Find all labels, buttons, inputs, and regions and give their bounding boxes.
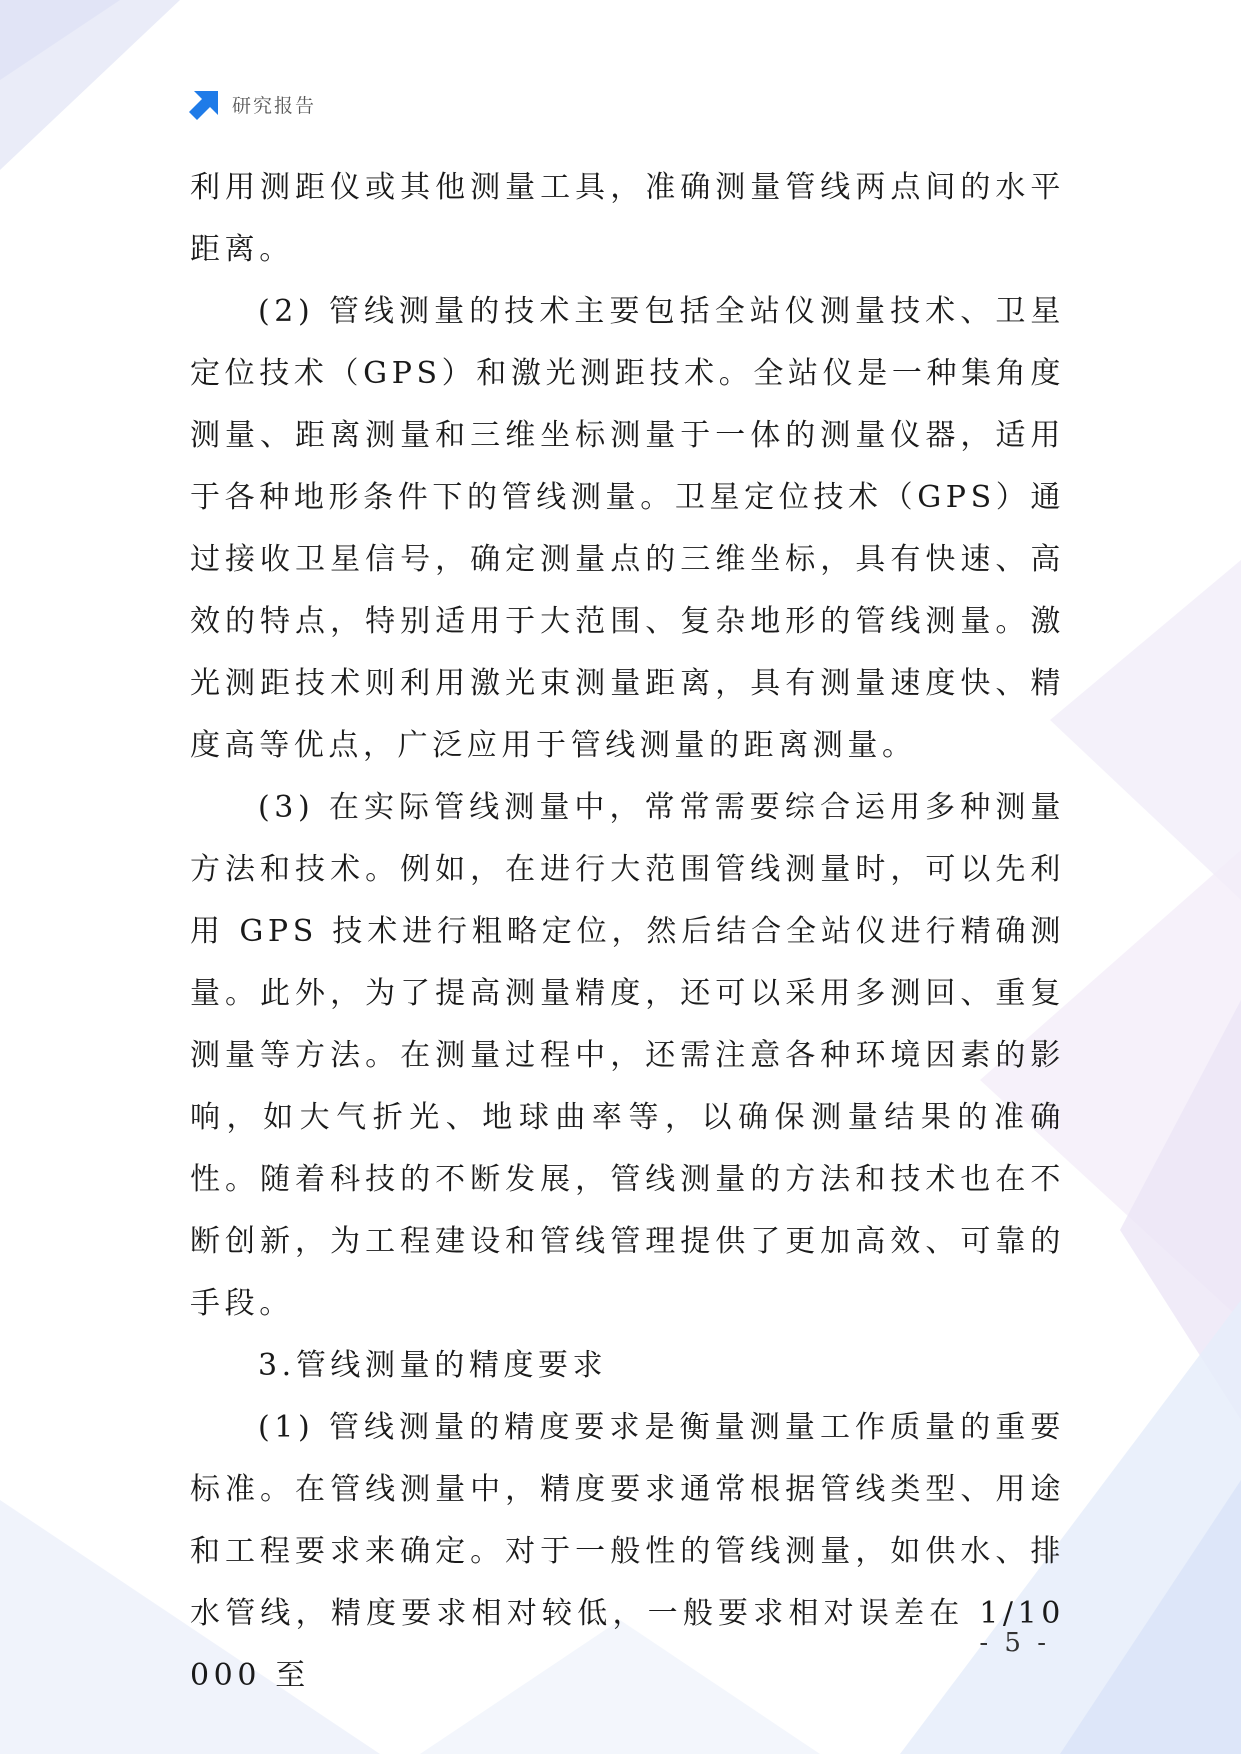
paragraph-2: (2) 管线测量的技术主要包括全站仪测量技术、卫星定位技术（GPS）和激光测距技术。全站仪是一种集角度测量、距离测量和三维坐标测量于一体的测量仪器，适用于各种地形条件下的管线测量。卫星定位技术（GPS）通过接收卫星信号，确定测量点的三维坐标，具有快速、高效的特点，特别适用于大范围、复杂地形的管线测量。激光测距技术则利用激光束测量距离，具有测量速度快、精度高等优点，广泛应用于管线测量的距离测量。 [190,294,1065,763]
paragraph-1: (1) 管线测量的精度要求是衡量测量工作质量的重要标准。在管线测量中，精度要求通常根据管线类型、用途和工程要求来确定。对于一般性的管线测量，如供水、排水管线，精度要求相对较低，一般要求相对误差在 1/10000 至 [190,1410,1065,1693]
section-heading: 3.管线测量的精度要求 [258,1348,608,1383]
arrow-up-right-icon [188,87,222,121]
paragraph-continued: 利用测距仪或其他测量工具，准确测量管线两点间的水平距离。 [190,170,1065,267]
page-header [188,88,316,120]
paragraph-3: (3) 在实际管线测量中，常常需要综合运用多种测量方法和技术。例如，在进行大范围管线测量时，可以先利用 GPS 技术进行粗略定位，然后结合全站仪进行精确测量。此外，为了提高测量精度，还可以采用多测回、重复测量等方法。在测量过程中，还需注意各种环境因素的影响，如大气折光、地球曲率等，以确保测量结果的准确性。随着科技的不断发展，管线测量的方法和技术也在不断创新，为工程建设和管线管理提供了更加高效、可靠的手段。 [190,790,1065,1321]
page-footer [0,1628,1241,1658]
header-title: 研究报告 [232,94,317,117]
document-body [190,157,1065,1707]
bg-shape-right-top [1050,560,1241,900]
page-number: - 5 - [979,1628,1050,1658]
